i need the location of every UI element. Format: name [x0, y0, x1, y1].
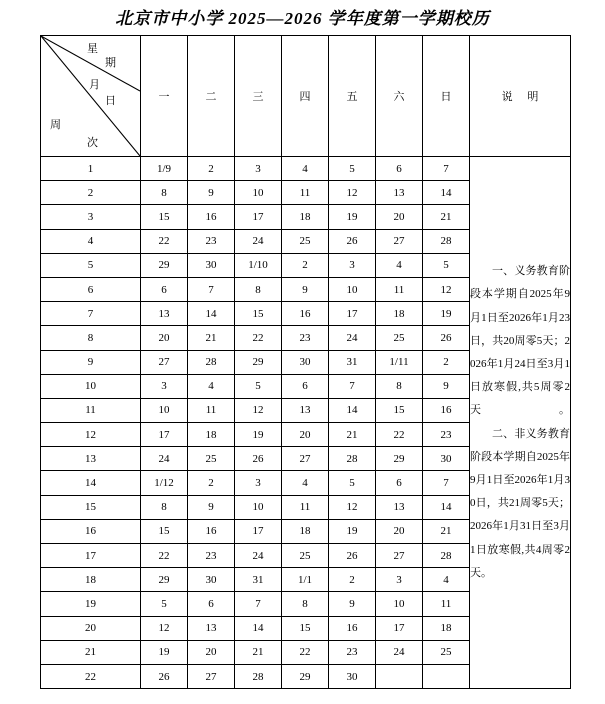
- date-cell: 10: [235, 181, 282, 205]
- date-cell: 29: [282, 664, 329, 688]
- date-cell: 1/12: [141, 471, 188, 495]
- week-number-cell: 19: [41, 592, 141, 616]
- date-cell: 26: [329, 544, 376, 568]
- date-cell: 9: [188, 181, 235, 205]
- date-cell: 24: [235, 544, 282, 568]
- date-cell: 15: [235, 302, 282, 326]
- corner-label-weekday-1: 星: [87, 43, 98, 55]
- corner-label-weekday-2: 期: [105, 57, 116, 69]
- date-cell: 15: [282, 616, 329, 640]
- note-paragraph: 一、义务教育阶段本学期自2025年9月1日至2026年1月23日，共20周零5天；2026年1月24日至3月1日放寒假,共5周零2天。: [470, 265, 570, 417]
- date-cell: 11: [376, 277, 423, 301]
- date-cell: 29: [376, 447, 423, 471]
- date-cell: 24: [376, 640, 423, 664]
- date-cell: 16: [188, 519, 235, 543]
- date-cell: 22: [141, 229, 188, 253]
- week-number-cell: 21: [41, 640, 141, 664]
- date-cell: 27: [376, 229, 423, 253]
- date-cell: 21: [329, 423, 376, 447]
- date-cell: 27: [376, 544, 423, 568]
- date-cell: 16: [423, 398, 470, 422]
- notes-cell: [470, 157, 571, 689]
- calendar-table-wrapper: [40, 35, 570, 689]
- date-cell: 5: [423, 253, 470, 277]
- date-cell: 19: [235, 423, 282, 447]
- date-cell: 21: [235, 640, 282, 664]
- day-header-1: 一: [141, 36, 188, 157]
- date-cell: 14: [423, 181, 470, 205]
- date-cell: 22: [141, 544, 188, 568]
- date-cell: 2: [188, 471, 235, 495]
- date-cell: 18: [282, 205, 329, 229]
- page-title: 北京市中小学 2025—2026 学年度第一学期校历: [115, 9, 490, 28]
- date-cell: 25: [423, 640, 470, 664]
- date-cell: 4: [423, 568, 470, 592]
- date-cell: 17: [329, 302, 376, 326]
- date-cell: 26: [423, 326, 470, 350]
- date-cell: 3: [235, 471, 282, 495]
- date-cell: 23: [188, 544, 235, 568]
- date-cell: 30: [423, 447, 470, 471]
- note-paragraph: 二、非义务教育阶段本学期自2025年9月1日至2026年1月30日，共21周零5天；2026年1月31日至3月1日放寒假,共4周零2天。: [470, 427, 570, 579]
- date-cell: 26: [329, 229, 376, 253]
- date-cell: 1/10: [235, 253, 282, 277]
- week-number-cell: 4: [41, 229, 141, 253]
- date-cell: 5: [141, 592, 188, 616]
- date-cell: 12: [329, 181, 376, 205]
- date-cell: 6: [188, 592, 235, 616]
- corner-label-day: 日: [105, 95, 116, 107]
- date-cell: 7: [423, 157, 470, 181]
- date-cell: 28: [423, 544, 470, 568]
- date-cell: 16: [188, 205, 235, 229]
- date-cell: 21: [423, 519, 470, 543]
- date-cell: 23: [329, 640, 376, 664]
- week-number-cell: 9: [41, 350, 141, 374]
- date-cell: 19: [423, 302, 470, 326]
- date-cell: 18: [423, 616, 470, 640]
- date-cell: 21: [188, 326, 235, 350]
- week-number-cell: 11: [41, 398, 141, 422]
- date-cell: 2: [423, 350, 470, 374]
- week-number-cell: 15: [41, 495, 141, 519]
- date-cell: 29: [235, 350, 282, 374]
- table-row: [41, 157, 571, 181]
- corner-header-cell: [41, 36, 141, 157]
- date-cell: 27: [141, 350, 188, 374]
- date-cell: 8: [235, 277, 282, 301]
- date-cell: 20: [376, 205, 423, 229]
- date-cell: 9: [423, 374, 470, 398]
- date-cell: 25: [282, 229, 329, 253]
- week-number-cell: 8: [41, 326, 141, 350]
- date-cell: 9: [188, 495, 235, 519]
- week-number-cell: 14: [41, 471, 141, 495]
- notes-header: 说 明: [470, 36, 571, 157]
- date-cell: 5: [329, 157, 376, 181]
- date-cell: 8: [282, 592, 329, 616]
- date-cell: 17: [376, 616, 423, 640]
- date-cell: 24: [329, 326, 376, 350]
- date-cell: 20: [376, 519, 423, 543]
- date-cell: 19: [329, 205, 376, 229]
- date-cell: 30: [329, 664, 376, 688]
- date-cell: 8: [141, 495, 188, 519]
- date-cell: 12: [235, 398, 282, 422]
- week-number-cell: 7: [41, 302, 141, 326]
- date-cell: 6: [282, 374, 329, 398]
- date-cell: 10: [376, 592, 423, 616]
- day-header-5: 五: [329, 36, 376, 157]
- date-cell: 3: [141, 374, 188, 398]
- date-cell: 27: [282, 447, 329, 471]
- date-cell: 18: [282, 519, 329, 543]
- date-cell: 5: [329, 471, 376, 495]
- date-cell: 14: [235, 616, 282, 640]
- date-cell: 3: [235, 157, 282, 181]
- date-cell: 10: [235, 495, 282, 519]
- date-cell: 17: [141, 423, 188, 447]
- date-cell: 3: [329, 253, 376, 277]
- date-cell: 11: [188, 398, 235, 422]
- date-cell: 5: [235, 374, 282, 398]
- date-cell: 8: [141, 181, 188, 205]
- week-number-cell: 18: [41, 568, 141, 592]
- week-number-cell: 22: [41, 664, 141, 688]
- date-cell: 13: [376, 495, 423, 519]
- date-cell: 15: [141, 519, 188, 543]
- date-cell: 10: [329, 277, 376, 301]
- date-cell: 17: [235, 205, 282, 229]
- date-cell: 28: [423, 229, 470, 253]
- date-cell: 23: [188, 229, 235, 253]
- school-calendar-table: [40, 35, 571, 689]
- week-number-cell: 2: [41, 181, 141, 205]
- date-cell: 13: [376, 181, 423, 205]
- date-cell: 30: [188, 253, 235, 277]
- day-header-6: 六: [376, 36, 423, 157]
- date-cell: 26: [141, 664, 188, 688]
- week-number-cell: 13: [41, 447, 141, 471]
- date-cell: 31: [235, 568, 282, 592]
- date-cell: 2: [188, 157, 235, 181]
- date-cell: 23: [282, 326, 329, 350]
- date-cell: 4: [282, 471, 329, 495]
- date-cell: 28: [235, 664, 282, 688]
- date-cell: 7: [188, 277, 235, 301]
- date-cell: 14: [423, 495, 470, 519]
- date-cell: 3: [376, 568, 423, 592]
- date-cell: 8: [376, 374, 423, 398]
- date-cell: 22: [235, 326, 282, 350]
- date-cell: 13: [141, 302, 188, 326]
- date-cell: [423, 664, 470, 688]
- date-cell: 7: [235, 592, 282, 616]
- week-number-cell: 16: [41, 519, 141, 543]
- date-cell: 28: [329, 447, 376, 471]
- week-number-cell: 12: [41, 423, 141, 447]
- date-cell: 21: [423, 205, 470, 229]
- date-cell: 16: [329, 616, 376, 640]
- date-cell: 9: [282, 277, 329, 301]
- date-cell: 4: [376, 253, 423, 277]
- date-cell: 18: [188, 423, 235, 447]
- corner-label-month: 月: [89, 79, 100, 91]
- date-cell: 6: [141, 277, 188, 301]
- date-cell: 30: [188, 568, 235, 592]
- date-cell: 13: [188, 616, 235, 640]
- date-cell: 25: [376, 326, 423, 350]
- date-cell: 2: [282, 253, 329, 277]
- date-cell: 23: [423, 423, 470, 447]
- date-cell: 19: [329, 519, 376, 543]
- date-cell: 20: [282, 423, 329, 447]
- date-cell: 20: [188, 640, 235, 664]
- date-cell: 2: [329, 568, 376, 592]
- date-cell: 6: [376, 157, 423, 181]
- date-cell: 14: [329, 398, 376, 422]
- date-cell: 26: [235, 447, 282, 471]
- date-cell: 15: [141, 205, 188, 229]
- date-cell: [376, 664, 423, 688]
- date-cell: 24: [235, 229, 282, 253]
- date-cell: 17: [235, 519, 282, 543]
- date-cell: 22: [282, 640, 329, 664]
- week-number-cell: 17: [41, 544, 141, 568]
- date-cell: 12: [329, 495, 376, 519]
- day-header-4: 四: [282, 36, 329, 157]
- date-cell: 7: [423, 471, 470, 495]
- week-number-cell: 3: [41, 205, 141, 229]
- date-cell: 20: [141, 326, 188, 350]
- date-cell: 12: [423, 277, 470, 301]
- date-cell: 25: [282, 544, 329, 568]
- date-cell: 4: [282, 157, 329, 181]
- date-cell: 1/11: [376, 350, 423, 374]
- date-cell: 9: [329, 592, 376, 616]
- week-number-cell: 10: [41, 374, 141, 398]
- date-cell: 25: [188, 447, 235, 471]
- date-cell: 12: [141, 616, 188, 640]
- date-cell: 1/1: [282, 568, 329, 592]
- date-cell: 11: [282, 495, 329, 519]
- week-number-cell: 1: [41, 157, 141, 181]
- date-cell: 29: [141, 568, 188, 592]
- table-header-row: [41, 36, 571, 157]
- date-cell: 6: [376, 471, 423, 495]
- date-cell: 7: [329, 374, 376, 398]
- week-number-cell: 20: [41, 616, 141, 640]
- date-cell: 28: [188, 350, 235, 374]
- date-cell: 13: [282, 398, 329, 422]
- date-cell: 31: [329, 350, 376, 374]
- day-header-7: 日: [423, 36, 470, 157]
- week-number-cell: 6: [41, 277, 141, 301]
- day-header-3: 三: [235, 36, 282, 157]
- date-cell: 10: [141, 398, 188, 422]
- date-cell: 15: [376, 398, 423, 422]
- date-cell: 19: [141, 640, 188, 664]
- date-cell: 11: [423, 592, 470, 616]
- date-cell: 14: [188, 302, 235, 326]
- corner-label-weeknum-2: 次: [87, 137, 98, 149]
- corner-label-weeknum-1: 周: [50, 119, 61, 131]
- date-cell: 1/9: [141, 157, 188, 181]
- week-number-cell: 5: [41, 253, 141, 277]
- date-cell: 4: [188, 374, 235, 398]
- date-cell: 24: [141, 447, 188, 471]
- date-cell: 16: [282, 302, 329, 326]
- date-cell: 29: [141, 253, 188, 277]
- date-cell: 27: [188, 664, 235, 688]
- date-cell: 22: [376, 423, 423, 447]
- day-header-2: 二: [188, 36, 235, 157]
- date-cell: 11: [282, 181, 329, 205]
- date-cell: 18: [376, 302, 423, 326]
- date-cell: 30: [282, 350, 329, 374]
